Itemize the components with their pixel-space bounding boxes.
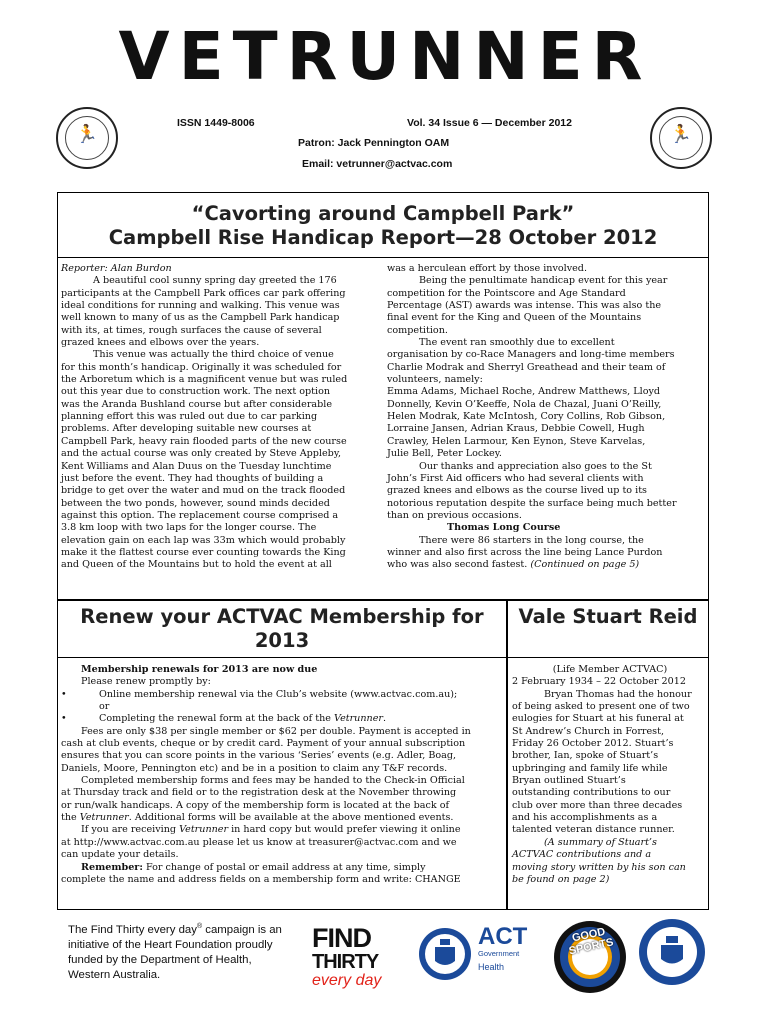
act-health-logo: ACT Government Health xyxy=(478,923,528,972)
text-line: ensures that you can score points in the various ‘Series’ events (e.g. Adler, Boag, xyxy=(61,750,457,762)
club-seal-right xyxy=(650,107,712,169)
government-seal-icon xyxy=(637,917,707,987)
renew-hardcopy-line: If you are receiving Vetrunner in hard copy but would prefer viewing it online xyxy=(81,824,461,836)
email: Email: vetrunner@actvac.com xyxy=(302,158,453,170)
good-sports-logo: GOOD SPORTS xyxy=(550,917,630,997)
text-line: brother, Ian, spoke of Stuart’s xyxy=(512,750,659,762)
text-line: for this month’s handicap. Originally it was scheduled for xyxy=(61,361,342,373)
renew-last-line: complete the name and address fields on a membership form and write: CHANGE xyxy=(61,873,461,885)
text-line: against this option. The replacement course comprised a xyxy=(61,509,339,521)
vale-rule xyxy=(507,657,709,658)
text-line: (A summary of Stuart’s xyxy=(544,836,657,848)
issn: ISSN 1449-8006 xyxy=(177,117,255,129)
text-line: make it the flattest course ever counting towards the King xyxy=(61,546,346,558)
text-line: at http://www.actvac.com.au please let us know at treasurer@actvac.com and we xyxy=(61,836,457,848)
renew-rule xyxy=(57,657,507,658)
find-thirty-logo: FIND THIRTY every day xyxy=(312,923,382,989)
patron: Patron: Jack Pennington OAM xyxy=(298,137,450,149)
text-line: elevation gain on each lap was 33m which would probably xyxy=(61,534,346,546)
text-line: the Arboretum which is a magnificent venue but was ruled xyxy=(61,374,348,386)
text-line: Our thanks and appreciation also goes to the St xyxy=(419,460,652,472)
text-line: outstanding contributions to our xyxy=(512,787,671,799)
text-line: Lorraine Jansen, Adrian Kraus, Debbie Cowell, Hugh xyxy=(387,423,645,435)
text-line: talented veteran distance runner. xyxy=(512,824,675,836)
text-line: Completed membership forms and fees may be handed to the Check-in Official xyxy=(81,775,465,787)
text-line: planning effort this was ruled out due to car parking xyxy=(61,411,318,423)
feature-title: “Cavorting around Campbell Park” xyxy=(191,202,575,225)
text-line: notorious reputation despite the surface being much better xyxy=(387,497,677,509)
text-line: Helen Modrak, Kate McIntosh, Cory Collins, Rob Gibson, xyxy=(387,411,666,423)
text-line: Charlie Modrak and Sherryl Greathead and their team of xyxy=(387,361,666,373)
text-line: John’s First Aid officers who had several clients with xyxy=(387,472,644,484)
text-line: problems. After developing suitable new courses at xyxy=(61,423,312,435)
text-line: and his accomplishments as a xyxy=(512,812,658,824)
text-line: competition. xyxy=(387,324,448,336)
text-line: upbringing and family life while xyxy=(512,762,668,774)
renew-heading: Membership renewals for 2013 are now due xyxy=(81,664,318,675)
renew-vetrunner-line: the Vetrunner. Additional forms will be available at the above mentioned events. xyxy=(61,812,454,824)
text-line: Kent Williams and Alan Duus on the Tuesday lunchtime xyxy=(61,460,332,472)
footer-text: The Find Thirty every day® campaign is an initiative of the Heart Foundation proudly funded by the Department of Health, Western Australia. xyxy=(68,919,308,983)
text-line: Bryan Thomas had the honour xyxy=(544,688,692,700)
text-line: Donnelly, Kevin O’Keeffe, Nola de Chazal, Juani O’Reilly, xyxy=(387,398,662,410)
vale-body xyxy=(512,664,708,886)
runner-icon: 🏃 xyxy=(669,124,693,145)
text-line: Campbell Park, heavy rain flooded parts of the new course xyxy=(61,435,347,447)
renew-body xyxy=(61,664,505,886)
runner-icon: 🏃 xyxy=(75,124,99,145)
text-line: well known to many of us as the Campbell Park handicap xyxy=(61,312,340,324)
text-line: was a herculean effort by those involved. xyxy=(387,263,587,274)
text-line: 3.8 km loop with two laps for the longer course. The xyxy=(61,522,317,534)
text-line: This venue was actually the third choice of venue xyxy=(93,349,334,361)
feature-rule xyxy=(57,257,709,258)
text-line: 2 February 1934 – 22 October 2012 xyxy=(512,676,686,688)
text-line: Crawley, Helen Larmour, Ken Eynon, Steve Karvelas, xyxy=(387,435,646,447)
text-line: volunteers, namely: xyxy=(387,374,483,386)
text-line: Percentage (AST) awards was intense. This was also the xyxy=(387,300,662,312)
text-line: eulogies for Stuart at his funeral at xyxy=(512,713,684,725)
text-line: Thomas Long Course xyxy=(447,522,561,534)
text-line: Julie Bell, Peter Lockey. xyxy=(387,448,502,460)
text-line: or run/walk handicaps. A copy of the membership form is located at the back of xyxy=(61,799,450,811)
text-line: Fees are only $38 per single member or $62 per double. Payment is accepted in xyxy=(81,725,471,737)
text-line: at Thursday track and field or to the registration desk at the November throwing xyxy=(61,787,457,799)
text-line: Friday 26 October 2012. Stuart’s xyxy=(512,738,674,750)
renew-please: Please renew promptly by: xyxy=(81,676,211,688)
text-line: can update your details. xyxy=(61,849,179,861)
text-line: participants at the Campbell Park offices car park offering xyxy=(61,287,346,299)
feature-column-right xyxy=(387,263,707,572)
masthead-title: VETRUNNER xyxy=(118,18,652,95)
text-line: The event ran smoothly due to excellent xyxy=(419,337,615,349)
text-line: between the two ponds, however, sound minds decided xyxy=(61,497,330,509)
text-line: St Andrew’s Church in Forrest, xyxy=(512,725,664,737)
act-crest-icon xyxy=(418,925,473,983)
text-line: than on previous occasions. xyxy=(387,509,522,521)
text-line: (Life Member ACTVAC) xyxy=(552,664,668,675)
text-line: Emma Adams, Michael Roche, Andrew Matthews, Lloyd xyxy=(387,386,661,398)
renew-title-year: 2013 xyxy=(254,629,310,652)
text-line: club over more than three decades xyxy=(512,799,683,811)
text-line: who was also second fastest. (Continued on page 5) xyxy=(387,559,640,571)
text-line: and Queen of the Mountains but to hold the event at all xyxy=(61,559,332,571)
text-line: There were 86 starters in the long course, the xyxy=(419,534,644,546)
footer-line: initiative of the Heart Foundation proudly xyxy=(68,938,273,951)
text-line: A beautiful cool sunny spring day greeted the 176 xyxy=(93,275,337,287)
footer-line: funded by the Department of Health, xyxy=(68,953,252,966)
text-line: Reporter: Alan Burdon xyxy=(61,263,172,274)
vale-title: Vale Stuart Reid xyxy=(518,605,698,628)
text-line: winner and also first across the line being Lance Purdon xyxy=(387,546,663,558)
text-line: with its, at times, rough surfaces the cause of several xyxy=(61,324,322,336)
club-seal-left xyxy=(56,107,118,169)
text-line: cash at club events, cheque or by credit card. Payment of your annual subscription xyxy=(61,738,466,750)
text-line: of being asked to present one of two xyxy=(512,701,690,713)
renew-title: Renew your ACTVAC Membership for xyxy=(80,605,484,628)
text-line: just before the event. They had thoughts of building a xyxy=(61,472,324,484)
text-line: bridge to get over the water and mud on the track flooded xyxy=(61,485,346,497)
text-line: and the actual course was only created by Steve Appleby, xyxy=(61,448,342,460)
text-line: ideal conditions for running and walking. This venue was xyxy=(61,300,340,312)
text-line: moving story written by his son can xyxy=(512,861,686,873)
feature-column-left xyxy=(61,263,381,572)
text-line: ACTVAC contributions and a xyxy=(512,849,652,861)
text-line: organisation by co-Race Managers and long-time members xyxy=(387,349,675,361)
footer-line: Western Australia. xyxy=(68,968,161,981)
text-line: was the Aranda Bushland course but after considerable xyxy=(61,398,333,410)
feature-subtitle: Campbell Rise Handicap Report—28 October 2012 xyxy=(108,226,658,249)
text-line: final event for the King and Queen of the Mountains xyxy=(387,312,642,324)
renew-bullet-2: • Completing the renewal form at the back of the Vetrunner. xyxy=(61,713,387,725)
text-line: Bryan outlined Stuart’s xyxy=(512,775,626,787)
text-line: Being the penultimate handicap event for this year xyxy=(419,275,668,287)
text-line: competition for the Pointscore and Age Standard xyxy=(387,287,626,299)
renew-or: or xyxy=(99,701,110,713)
text-line: grazed knees and elbows as the course lived up to its xyxy=(387,485,647,497)
renew-bullet-1: • Online membership renewal via the Club’s website (www.actvac.com.au); xyxy=(61,688,458,700)
issue-info: Vol. 34 Issue 6 — December 2012 xyxy=(407,117,572,129)
text-line: be found on page 2) xyxy=(512,873,610,885)
text-line: Daniels, Moore, Pennington etc) and be in a position to claim any T&F records. xyxy=(61,762,448,774)
text-line: out this year due to construction work. The next option xyxy=(61,386,331,398)
text-line: grazed knees and elbows over the years. xyxy=(61,337,260,349)
renew-remember: Remember: For change of postal or email address at any time, simply xyxy=(81,861,426,873)
